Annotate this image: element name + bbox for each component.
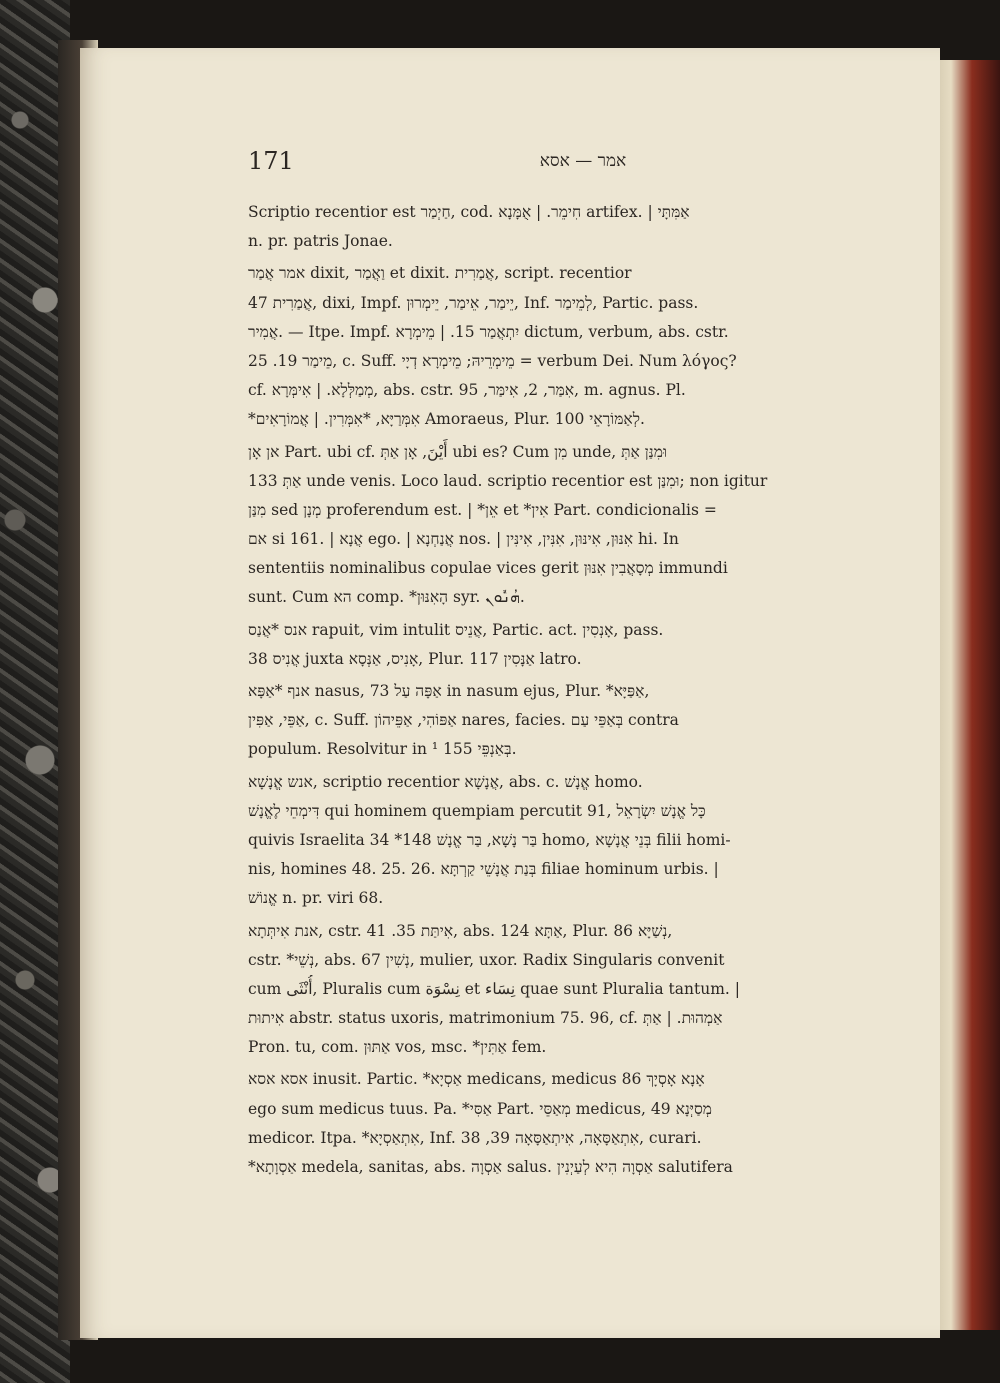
text-line: מִנַּן sed מְנָן proferendum est. | *אֵן et *אִין Part. condicionalis = — [248, 500, 717, 519]
text-line: ego sum medicus tuus. Pa. *אַסִּי Part. מְאַסֵּי medicus, מְסַיְּנָא 49 — [248, 1099, 712, 1118]
text-line: n. pr. patris Jonae. — [248, 232, 393, 251]
text-line: quivis Israelita 34 *בַּר נָשָׁא, בַּר אֱנָשׁ 148 homo, בְּנֵי אֲנָשָׁא filii homi- — [248, 830, 731, 849]
dictionary-text — [248, 198, 882, 1182]
text-line: אנס *אֲנַס rapuit, vim intulit אֲנֵיס, Partic. act. אָנְסִין, pass. — [248, 620, 664, 639]
text-line: nis, homines 48. 25. 26. בְּנַת אֲנָשֵׁי קַרְתָּא filiae hominum urbis. | — [248, 860, 719, 879]
text-line: אֱנוֹשׁ n. pr. viri 68. — [248, 889, 384, 908]
page-header — [248, 147, 888, 179]
text-line: אן אָן Part. ubi cf. أَيْنَ, אָן אַתְּ ubi es? Cum מִן unde, וּמִנַּן אַתְּ — [248, 442, 667, 461]
text-line: אֲמִיר. — Itpe. Impf. יִתְאֲמַר 15. | מֵימְרָא dictum, verbum, abs. cstr. — [248, 322, 729, 341]
text-line: אם si 161. | אֲנָא ego. | אֲנַחְנָא nos. | אִנּוּן, אִינּוּן, אִנִּין, אִינִּין hi. In — [248, 530, 679, 549]
text-line: sententiis nominalibus copulae vices gerit מְסָאֲבִין אִנּוּן immundi — [248, 559, 728, 578]
text-line: Pron. tu, com. אַתּוּן vos, msc. *אַתִּין fem. — [248, 1038, 547, 1057]
text-line: אנת אִיתְּתָא, cstr. אִיתַּת 35. 41, abs. אַתָּא 124, Plur. נְשַׁיָּא 86, — [248, 921, 673, 940]
text-line: sunt. Cum הא comp. *הָאִנּוּן syr. ܗܳܢܽܘܢ. — [248, 588, 525, 607]
text-line: *אִמְּרַיָּא, *אִמְּרִין. | אֲמוֹרָאִים Amoraeus, Plur. לְאַמּוֹרָאֵי 100. — [248, 410, 645, 429]
text-line: אנף *אַפָּא nasus, אַפָּה עַל 73 in nasum ejus, Plur. *אַפַּיָּא, — [248, 682, 650, 700]
text-line: אנש אֱנָשָׁא, scriptio recentior אֲנָשָׁא, abs. c. אֱנָשׁ homo. — [248, 772, 643, 791]
running-head: אמר — אסא — [539, 151, 627, 171]
text-line: *אַסְוָתָא medela, sanitas, abs. אַסְוָה salus. אַסְוָה הִיא לְעַיְנִין salutifera — [248, 1158, 733, 1176]
text-line: דִּימְחֵי לֶאֱנָשׁ qui hominem quempiam percutit 91, כָּל אֱנָשׁ יִשְׂרָאֵל — [248, 801, 706, 820]
text-line: medicor. Itpa. *אִתְאַסְיָא, Inf. אִתְאַסָּאָה, אִיתְאַסָּאָה 39, 38, curari. — [248, 1128, 702, 1147]
text-line: אַפֵּי, אַפִּין, c. Suff. אַפּוֹהִי, אַפֵּיהוֹן nares, facies. בְּאַפֵּי עַם contra — [248, 711, 679, 730]
text-line: אמר אֲמַר dixit, וַאֲמַר et dixit. אֲמַרִית, script. recentior — [248, 264, 632, 283]
text-line: אַתְּ 133 unde venis. Loco laud. scriptio recentior est וּמִנַּן; non igitur — [248, 471, 768, 490]
text-line: populum. Resolvitur in בְּאַנְפֵּי 155 ¹. — [248, 740, 517, 759]
text-line: אִיתוּת abstr. status uxoris, matrimonium 75. 96, cf. אַמְהוּת. | אַתְּ — [248, 1009, 723, 1028]
text-line: אסא אסא inusit. Partic. *אַסְיָא medicans, medicus אָנָא אָסְיָךְ 86 — [248, 1070, 705, 1089]
text-line: cstr. *נְשֵׁי, abs. נְשִׁין 67, mulier, uxor. Radix Singularis convenit — [248, 950, 725, 969]
text-line: cum أُنْثَى, Pluralis cum نِسْوَة et نِسَاء quae sunt Pluralia tantum. | — [248, 979, 740, 998]
page-number: 171 — [248, 147, 294, 175]
facing-page-edge — [930, 60, 1000, 1330]
text-line: אֲמַרִית 47, dixi, Impf. יֵימַר, אֵימַר, יֵימְרוּן, Inf. לְמֵימַר, Partic. pass. — [248, 293, 699, 312]
text-line: Scriptio recentior est חַיְמַר, cod. חִימֵר. | אֻמָּנָא artifex. | אַמִּתָּי — [248, 203, 690, 221]
text-line: מֵימַר 19. 25, c. Suff. מֵימְרֵיהּ; מֵימְרָא דְיָי = verbum Dei. Num λόγος? — [248, 351, 737, 370]
text-line: אֲנִיס 38 juxta אָנִיס, אַנְּסָא, Plur. אַנָּסִין 117 latro. — [248, 649, 582, 668]
text-line: cf. מְמַלְּלָא. | אִימְּרָא, abs. cstr. אִמַּר, 2, אִימַּר, 95, m. agnus. Pl. — [248, 381, 686, 400]
